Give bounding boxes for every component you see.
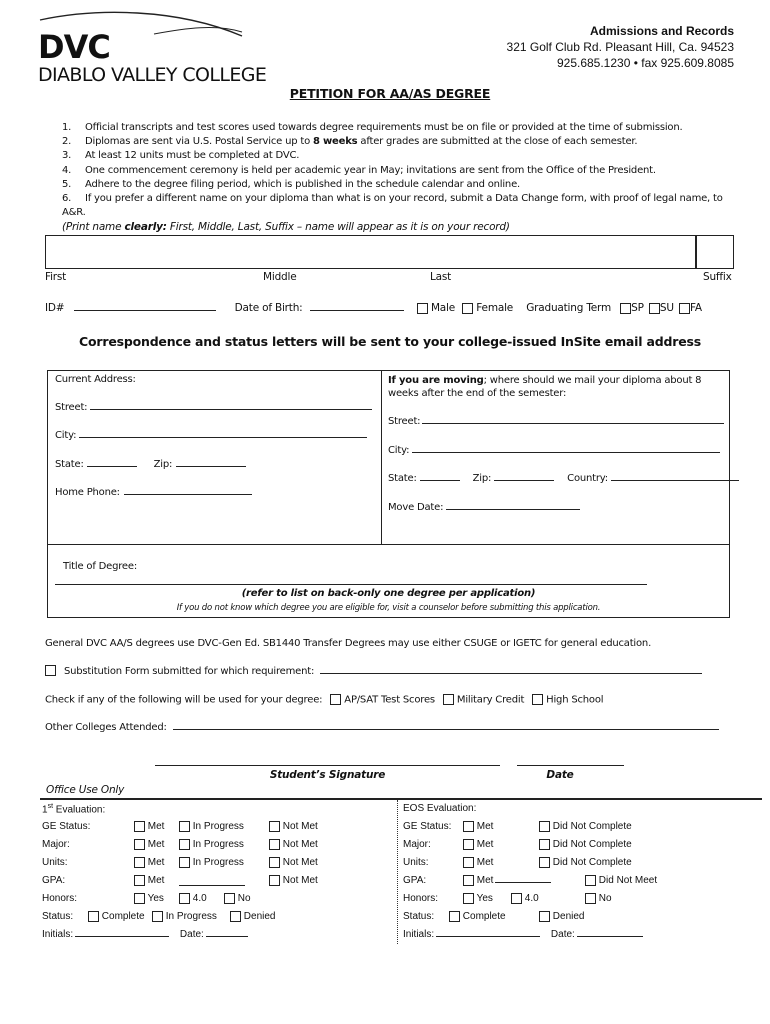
eos-gpa-met-checkbox[interactable]: [463, 875, 474, 886]
ge-note: General DVC AA/S degrees use DVC-Gen Ed. SB1440 Transfer Degrees may use either CSUGE or IGETC for general education.: [45, 638, 652, 649]
gpa-value-field[interactable]: [179, 875, 245, 886]
other-colleges-row: [45, 722, 719, 733]
address-divider-horizontal: [47, 544, 730, 545]
major-notmet-checkbox[interactable]: [269, 839, 280, 850]
country-field[interactable]: [611, 480, 739, 481]
eos-initials-row: [403, 929, 643, 940]
city-row: [55, 430, 367, 441]
dob-field[interactable]: [310, 310, 404, 311]
street-label: Street:: [55, 402, 88, 413]
office-address: 321 Golf Club Rd. Pleasant Hill, Ca. 94523: [506, 40, 734, 54]
label-suffix: Suffix: [703, 271, 732, 283]
su-checkbox[interactable]: [649, 303, 660, 314]
instruction-item: 4. One commencement ceremony is held per academic year in May; invitations are sent from the Office of the President.: [62, 164, 656, 176]
eos-units-dnc-checkbox[interactable]: [539, 857, 550, 868]
gpa-notmet-checkbox[interactable]: [269, 875, 280, 886]
suffix-field[interactable]: [696, 235, 734, 269]
first-eval-title: 1st Evaluation:: [42, 803, 106, 816]
office-info: [507, 23, 734, 71]
zip-label: Zip:: [153, 459, 173, 470]
female-checkbox[interactable]: [462, 303, 473, 314]
female-label: Female: [476, 302, 514, 314]
ge-inprogress: In Progress: [179, 821, 244, 832]
eos-major-met-checkbox[interactable]: [463, 839, 474, 850]
label-last: Last: [430, 271, 452, 283]
country-label: Country:: [567, 473, 608, 484]
ge-met: Met: [134, 821, 164, 832]
gpa-label: GPA:: [42, 875, 66, 886]
eos-ge-dnc: Did Not Complete: [539, 821, 632, 832]
initials-label: Initials:: [42, 929, 74, 940]
eos-honors-label: Honors:: [403, 893, 439, 904]
substitution-field[interactable]: [320, 673, 702, 674]
gpa-met: Met: [134, 875, 164, 886]
eos-honors-no: No: [585, 893, 612, 904]
gpa-field: [179, 875, 245, 889]
status-denied: Denied: [230, 911, 275, 922]
units-met: Met: [134, 857, 164, 868]
counselor-note: If you do not know which degree you are eligible for, visit a counselor before submitting this application.: [176, 603, 601, 613]
state-field[interactable]: [87, 466, 137, 467]
status-complete-checkbox[interactable]: [88, 911, 99, 922]
eos-gpa-dnm: Did Not Meet: [585, 875, 657, 886]
city-label: City:: [55, 430, 77, 441]
honors-yes-checkbox[interactable]: [134, 893, 145, 904]
moving-city-row: [388, 445, 720, 456]
units-met-checkbox[interactable]: [134, 857, 145, 868]
move-date-field[interactable]: [446, 509, 580, 510]
ap-sat-checkbox[interactable]: [330, 694, 341, 705]
eos-honors-yes: Yes: [463, 893, 493, 904]
status-complete: Complete: [88, 911, 145, 922]
instruction-item: 3. At least 12 units must be completed at DVC.: [62, 150, 300, 162]
units-label: Units:: [42, 857, 68, 868]
moving-zip-label: Zip:: [472, 473, 492, 484]
honors-label: Honors:: [42, 893, 78, 904]
other-colleges-label: Other Colleges Attended:: [45, 722, 167, 733]
office-use-divider: [40, 798, 762, 800]
eos-ge-met: Met: [463, 821, 493, 832]
status-denied-checkbox[interactable]: [230, 911, 241, 922]
date-line[interactable]: [517, 765, 624, 766]
male-label: Male: [430, 302, 456, 314]
state-zip-row: [55, 459, 246, 470]
office-use-vertical-divider: [397, 800, 399, 944]
moving-state-row: [388, 473, 739, 484]
eos-honors-no-checkbox[interactable]: [585, 893, 596, 904]
status-label: Status:: [42, 911, 74, 922]
units-notmet: Not Met: [269, 857, 318, 868]
eos-gpa-met: Met: [463, 875, 551, 886]
eos-initials-field[interactable]: [436, 936, 540, 937]
name-field[interactable]: [45, 235, 696, 269]
address-divider-vertical: [381, 370, 382, 544]
office-title: Admissions and Records: [589, 24, 734, 38]
major-inprogress: In Progress: [179, 839, 244, 850]
name-hint: (Print name clearly: First, Middle, Last, Suffix – name will appear as it is on your record): [62, 221, 510, 233]
eos-major-dnc-checkbox[interactable]: [539, 839, 550, 850]
substitution-checkbox[interactable]: [45, 665, 56, 676]
initials-row: [42, 929, 248, 940]
instruction-item: 2. Diplomas are sent via U.S. Postal Service up to 8 weeks after grades are submitted at the close of each semester.: [62, 136, 638, 148]
military-checkbox[interactable]: [443, 694, 454, 705]
signature-line[interactable]: [155, 765, 500, 766]
gpa-met-checkbox[interactable]: [134, 875, 145, 886]
ge-notmet-checkbox[interactable]: [269, 821, 280, 832]
eos-initials-label: Initials:: [403, 929, 435, 940]
fa-checkbox[interactable]: [679, 303, 690, 314]
other-colleges-field[interactable]: [173, 729, 719, 730]
moving-city-label: City:: [388, 445, 410, 456]
initials-field[interactable]: [75, 936, 169, 937]
male-checkbox[interactable]: [417, 303, 428, 314]
move-date-row: [388, 502, 580, 513]
sp-label: SP: [631, 302, 644, 314]
ge-inprogress-checkbox[interactable]: [179, 821, 190, 832]
city-field[interactable]: [79, 437, 367, 438]
eos-status-label: Status:: [403, 911, 435, 922]
eos-honors-yes-checkbox[interactable]: [463, 893, 474, 904]
major-notmet: Not Met: [269, 839, 318, 850]
units-notmet-checkbox[interactable]: [269, 857, 280, 868]
degree-title-label: Title of Degree:: [63, 561, 137, 572]
grad-term-label: Graduating Term: [526, 302, 611, 314]
moving-state-field[interactable]: [420, 480, 460, 481]
eval-date-field[interactable]: [206, 936, 248, 937]
eos-gpa-dnm-checkbox[interactable]: [585, 875, 596, 886]
id-dob-row: [45, 302, 702, 314]
office-phone: 925.685.1230 • fax 925.609.8085: [556, 56, 734, 70]
eos-ge-met-checkbox[interactable]: [463, 821, 474, 832]
military-label: Military Credit: [456, 694, 525, 706]
substitution-label: Substitution Form submitted for which requirement:: [63, 665, 315, 677]
substitution-row: [45, 665, 702, 677]
units-inprogress: In Progress: [179, 857, 244, 868]
moving-city-field[interactable]: [412, 452, 720, 453]
date-label: Date: [546, 769, 574, 781]
check-if-row: [45, 694, 603, 706]
ge-notmet: Not Met: [269, 821, 318, 832]
eos-status-complete-checkbox[interactable]: [449, 911, 460, 922]
home-phone-label: Home Phone:: [55, 487, 120, 498]
current-address-label: Current Address:: [55, 374, 136, 385]
eos-honors-four: 4.0: [511, 893, 539, 904]
eos-date-label: Date:: [550, 929, 575, 940]
id-field[interactable]: [74, 310, 216, 311]
eval-date-label: Date:: [179, 929, 204, 940]
honors-four: 4.0: [179, 893, 207, 904]
instruction-item: 6. If you prefer a different name on your diploma than what is on your record, submit a Data Change form, with proof of legal name, to A&R.: [62, 193, 723, 219]
state-label: State:: [55, 459, 84, 470]
logo-college-name: DIABLO VALLEY COLLEGE: [38, 64, 267, 86]
high-school-checkbox[interactable]: [532, 694, 543, 705]
label-middle: Middle: [263, 271, 297, 283]
eos-honors-four-checkbox[interactable]: [511, 893, 522, 904]
major-inprogress-checkbox[interactable]: [179, 839, 190, 850]
dob-label: Date of Birth:: [234, 302, 303, 314]
major-label: Major:: [42, 839, 70, 850]
eos-gpa-value-field[interactable]: [495, 882, 551, 883]
honors-no: No: [224, 893, 251, 904]
ge-status-label: GE Status:: [42, 821, 91, 832]
eos-eval-title: EOS Evaluation:: [403, 803, 477, 814]
eos-units-met-checkbox[interactable]: [463, 857, 474, 868]
signature-label: Student’s Signature: [269, 769, 386, 781]
units-inprogress-checkbox[interactable]: [179, 857, 190, 868]
moving-street-label: Street:: [388, 416, 421, 427]
honors-no-checkbox[interactable]: [224, 893, 235, 904]
correspondence-notice: Correspondence and status letters will be sent to your college-issued InSite email address: [79, 334, 701, 349]
eos-status-denied-checkbox[interactable]: [539, 911, 550, 922]
status-inprogress-checkbox[interactable]: [152, 911, 163, 922]
eos-units-label: Units:: [403, 857, 429, 868]
eos-units-met: Met: [463, 857, 493, 868]
moving-note: If you are moving; where should we mail your diploma about 8 weeks after the end of the semester:: [388, 375, 702, 399]
major-met: Met: [134, 839, 164, 850]
office-use-label: Office Use Only: [46, 784, 125, 796]
page-title: PETITION FOR AA/AS DEGREE: [289, 86, 491, 101]
eos-status-denied: Denied: [539, 911, 584, 922]
degree-refer-note: (refer to list on back-only one degree per application): [241, 588, 536, 599]
moving-street-row: [388, 416, 724, 427]
ap-sat-label: AP/SAT Test Scores: [344, 694, 435, 706]
moving-state-label: State:: [388, 473, 417, 484]
gpa-notmet: Not Met: [269, 875, 318, 886]
logo-dvc: DVC: [38, 28, 110, 66]
eos-ge-dnc-checkbox[interactable]: [539, 821, 550, 832]
street-row: [55, 402, 372, 413]
street-field[interactable]: [90, 409, 372, 410]
su-label: SU: [659, 302, 674, 314]
fa-label: FA: [689, 302, 702, 314]
degree-title-field[interactable]: [55, 584, 647, 585]
check-if-label: Check if any of the following will be used for your degree:: [45, 694, 323, 706]
moving-zip-field[interactable]: [494, 480, 554, 481]
high-school-label: High School: [546, 694, 604, 706]
status-inprogress: In Progress: [152, 911, 217, 922]
major-met-checkbox[interactable]: [134, 839, 145, 850]
eos-ge-status-label: GE Status:: [403, 821, 452, 832]
home-phone-field[interactable]: [124, 494, 252, 495]
honors-yes: Yes: [134, 893, 164, 904]
eos-gpa-label: GPA:: [403, 875, 427, 886]
eos-units-dnc: Did Not Complete: [539, 857, 632, 868]
eos-major-met: Met: [463, 839, 493, 850]
ge-met-checkbox[interactable]: [134, 821, 145, 832]
eos-major-label: Major:: [403, 839, 431, 850]
move-date-label: Move Date:: [388, 502, 444, 513]
instructions-list: [62, 121, 742, 220]
label-first: First: [45, 271, 67, 283]
instruction-item: 1. Official transcripts and test scores used towards degree requirements must be on file or provided at the time of submission.: [62, 122, 683, 133]
zip-field[interactable]: [176, 466, 246, 467]
eos-evaluation-panel: [403, 803, 753, 943]
sp-checkbox[interactable]: [620, 303, 631, 314]
id-label: ID#: [45, 302, 65, 314]
instruction-item: 5. Adhere to the degree filing period, which is published in the schedule calendar and online.: [62, 178, 520, 190]
first-evaluation-panel: [42, 803, 392, 943]
eos-date-field[interactable]: [577, 936, 643, 937]
eos-status-complete: Complete: [449, 911, 506, 922]
home-phone-row: [55, 487, 252, 498]
moving-street-field[interactable]: [422, 423, 724, 424]
honors-four-checkbox[interactable]: [179, 893, 190, 904]
eos-major-dnc: Did Not Complete: [539, 839, 632, 850]
